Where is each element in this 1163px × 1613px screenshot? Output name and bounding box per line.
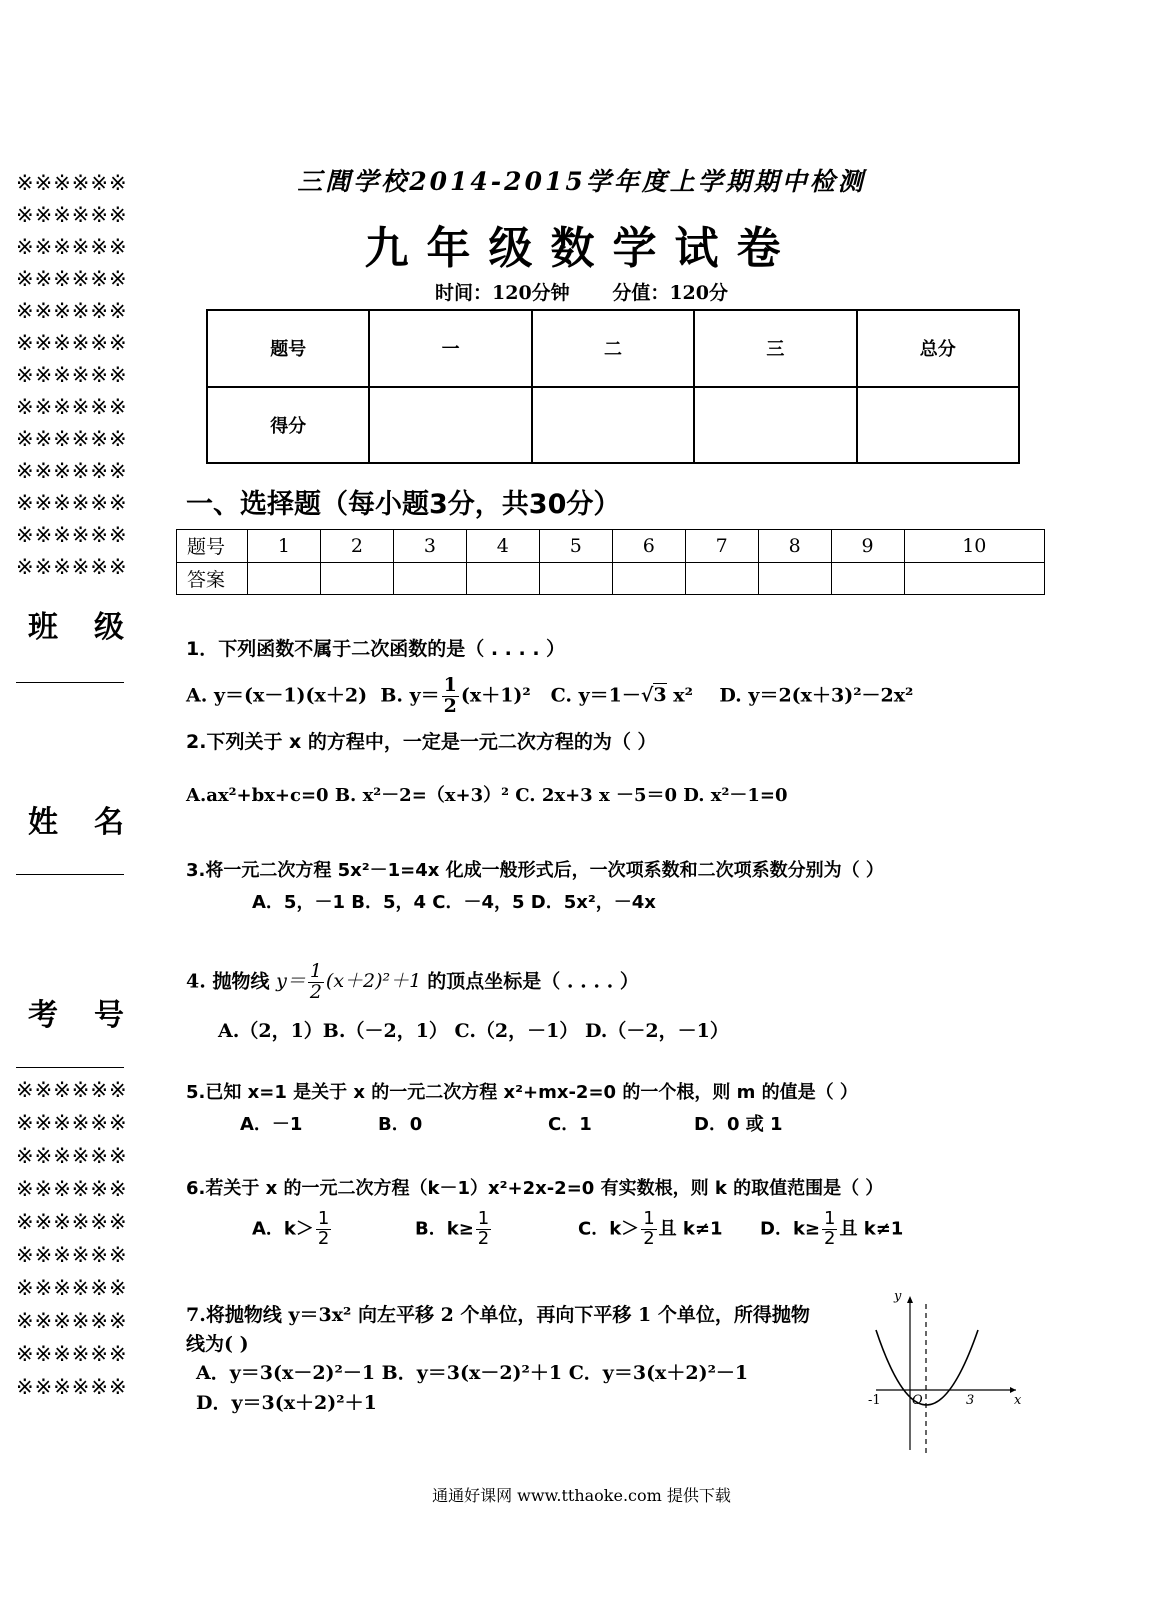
class-label: 班级 (28, 610, 160, 645)
star-row: ※※※※※※ (16, 1243, 128, 1267)
question-7-options-line1: A．y＝3(x－2)²－1 B．y＝3(x－2)²＋1 C．y＝3(x＋2)²－1 (196, 1362, 749, 1384)
class-line (16, 682, 124, 683)
star-row: ※※※※※※ (16, 1111, 128, 1135)
q6-fraction (476, 1210, 491, 1249)
section-title: 一、选择题（每小题3分，共30分） (186, 489, 621, 520)
answer-blank-cell[interactable] (904, 562, 1044, 595)
q6-b-pre: B．k≥ (415, 1218, 474, 1240)
star-row: ※※※※※※ (16, 1342, 128, 1366)
star-row: ※※※※※※ (16, 523, 128, 547)
q4-fraction (308, 962, 324, 1003)
q1-option-b-pre: B. y＝ (380, 684, 440, 707)
answer-blank-cell[interactable] (539, 562, 612, 595)
q6-fraction (316, 1210, 331, 1249)
q6-option-b (415, 1210, 493, 1249)
fraction-numerator: 1 (824, 1208, 836, 1229)
parabola-graph (866, 1290, 1026, 1460)
fraction-denominator: 2 (477, 1227, 490, 1249)
q6-c-pre: C．k＞ (578, 1218, 640, 1240)
answer-table-number-row (177, 530, 1045, 563)
question-number-cell: 8 (758, 530, 831, 563)
fraction-numerator: 1 (477, 1208, 490, 1229)
q4-eq-post: (x＋2)²＋1 (325, 970, 422, 993)
star-row: ※※※※※※ (16, 1078, 128, 1102)
q6-fraction (641, 1210, 656, 1249)
star-row: ※※※※※※ (16, 203, 128, 227)
score-text: 分值：120分 (612, 282, 728, 304)
fraction-denominator: 2 (309, 980, 322, 1003)
question-number-cell: 7 (685, 530, 758, 563)
question-number-cell: 4 (466, 530, 539, 563)
q4-stem-post: 的顶点坐标是（ . . . . ） (427, 970, 639, 993)
time-text: 时间：120分钟 (435, 282, 570, 304)
question-2-stem: 2.下列关于 x 的方程中，一定是一元二次方程的为（ ） (186, 731, 657, 753)
star-row: ※※※※※※ (16, 555, 128, 579)
star-row: ※※※※※※ (16, 331, 128, 355)
q1-option-c-pre: C. y＝1－ (550, 684, 641, 707)
parabola-curve (876, 1330, 978, 1405)
score-blank-cell[interactable] (857, 387, 1019, 464)
question-number-cell: 5 (539, 530, 612, 563)
star-row: ※※※※※※ (16, 395, 128, 419)
question-3-options: A．5，－1 B．5，4 C．－4，5 D．5x²，－4x (252, 892, 656, 913)
question-number-cell: 9 (831, 530, 904, 563)
question-1-options (186, 676, 913, 717)
answer-header-label: 题号 (177, 530, 248, 563)
school-line: 三閭学校2014-2015学年度上学期期中检测 (297, 167, 866, 196)
score-cell: 二 (532, 310, 694, 387)
star-row: ※※※※※※ (16, 299, 128, 323)
id-label: 考号 (28, 998, 160, 1033)
q1-option-a: A. y＝(x－1)(x＋2) (186, 684, 368, 707)
q5-option-c: C．1 (548, 1114, 592, 1135)
score-cell: 一 (369, 310, 531, 387)
answer-table-answer-row (177, 562, 1045, 595)
question-2-options: A.ax²+bx+c=0 B. x²－2=（x+3）² C. 2x+3 x －5＝0 D. x²－1=0 (186, 785, 788, 806)
fraction-denominator: 2 (443, 694, 457, 717)
x-axis-label: x (1014, 1393, 1022, 1408)
question-1-stem: 1．下列函数不属于二次函数的是（ . . . . ） (186, 638, 566, 660)
page-title: 九年级数学试卷 (364, 223, 799, 274)
question-5-stem: 5.已知 x=1 是关于 x 的一元二次方程 x²+mx-2=0 的一个根，则 m 的值是（ ） (186, 1082, 858, 1103)
star-row: ※※※※※※ (16, 171, 128, 195)
question-4-options: A.（2，1）B.（－2，1） C.（2，－1） D.（－2，－1） (218, 1020, 729, 1042)
question-number-cell: 2 (320, 530, 393, 563)
score-cell: 得分 (207, 387, 369, 464)
answer-blank-cell[interactable] (831, 562, 904, 595)
fraction-denominator: 2 (317, 1227, 330, 1249)
answer-blank-cell[interactable] (758, 562, 831, 595)
star-row: ※※※※※※ (16, 1309, 128, 1333)
sqrt-icon: √ (640, 684, 654, 707)
fraction-numerator: 1 (309, 960, 322, 982)
footer-text: 通通好课网 www.tthaoke.com 提供下载 (432, 1486, 731, 1505)
score-blank-cell[interactable] (694, 387, 856, 464)
q5-option-b: B．0 (378, 1114, 423, 1135)
q6-option-c (578, 1210, 722, 1249)
q6-a-pre: A．k＞ (252, 1218, 314, 1240)
y-axis-arrow-icon (907, 1296, 913, 1303)
fraction-denominator: 2 (643, 1227, 655, 1249)
q5-option-d: D．0 或 1 (694, 1114, 783, 1135)
left-root-label: -1 (868, 1393, 881, 1408)
q4-equation (276, 960, 427, 1003)
score-blank-cell[interactable] (369, 387, 531, 464)
id-line (16, 1067, 124, 1068)
star-row: ※※※※※※ (16, 427, 128, 451)
question-number-cell: 6 (612, 530, 685, 563)
star-row: ※※※※※※ (16, 459, 128, 483)
answer-table (176, 529, 1045, 595)
score-cell: 三 (694, 310, 856, 387)
star-row: ※※※※※※ (16, 1375, 128, 1399)
score-cell: 题号 (207, 310, 369, 387)
name-line (16, 874, 124, 875)
q6-d-pre: D．k≥ (760, 1218, 820, 1240)
question-number-cell: 1 (248, 530, 321, 563)
score-blank-cell[interactable] (532, 387, 694, 464)
fraction-numerator: 1 (317, 1208, 330, 1229)
y-axis-label: y (894, 1290, 902, 1304)
star-row: ※※※※※※ (16, 1276, 128, 1300)
score-table-header-row (207, 310, 1019, 387)
q1-option-d: D. y＝2(x＋3)²－2x² (719, 684, 914, 707)
star-row: ※※※※※※ (16, 363, 128, 387)
q6-fraction (822, 1210, 837, 1249)
star-row: ※※※※※※ (16, 1144, 128, 1168)
question-6-stem: 6.若关于 x 的一元二次方程（k－1）x²+2x-2=0 有实数根，则 k 的取值范围是（ ） (186, 1178, 884, 1199)
answer-blank-cell[interactable] (248, 562, 321, 595)
q1-option-b-post: (x＋1)² (460, 684, 531, 707)
answer-blank-cell[interactable] (612, 562, 685, 595)
star-row: ※※※※※※ (16, 267, 128, 291)
fraction-numerator: 1 (643, 1208, 655, 1229)
question-3-stem: 3.将一元二次方程 5x²－1=4x 化成一般形式后，一次项系数和二次项系数分别为（ ） (186, 860, 884, 881)
q6-d-post: 且 k≠1 (839, 1218, 904, 1240)
exam-meta (0, 278, 1163, 305)
name-label: 姓名 (28, 805, 160, 840)
answer-blank-cell[interactable] (685, 562, 758, 595)
question-number-cell: 10 (904, 530, 1044, 563)
q6-option-a (252, 1210, 333, 1249)
answer-blank-cell[interactable] (320, 562, 393, 595)
score-table-score-row (207, 387, 1019, 464)
q6-option-d (760, 1210, 903, 1249)
answer-blank-cell[interactable] (466, 562, 539, 595)
question-number-cell: 3 (393, 530, 466, 563)
fraction-denominator: 2 (824, 1227, 836, 1249)
star-row: ※※※※※※ (16, 1210, 128, 1234)
question-7-stem-line2: 线为( ) (186, 1333, 249, 1355)
fraction-numerator: 1 (443, 674, 457, 696)
right-root-label: 3 (966, 1393, 975, 1408)
star-row: ※※※※※※ (16, 1177, 128, 1201)
answer-row-label: 答案 (177, 562, 248, 595)
score-table (206, 309, 1020, 464)
q4-eq-pre: y＝ (276, 970, 306, 993)
question-7-options-line2: D．y＝3(x＋2)²＋1 (196, 1392, 377, 1414)
star-row: ※※※※※※ (16, 491, 128, 515)
question-7-stem-line1: 7.将抛物线 y＝3x² 向左平移 2 个单位，再向下平移 1 个单位，所得抛物 (186, 1304, 810, 1326)
answer-blank-cell[interactable] (393, 562, 466, 595)
q4-stem-pre: 4. 抛物线 (186, 970, 270, 993)
star-row: ※※※※※※ (16, 235, 128, 259)
question-4-stem (186, 962, 639, 1003)
q6-c-post: 且 k≠1 (658, 1218, 723, 1240)
q1-option-c-post: x² (673, 684, 693, 707)
q1-radicand: 3 (653, 684, 667, 707)
score-cell: 总分 (857, 310, 1019, 387)
q5-option-a: A．－1 (240, 1114, 303, 1135)
q1-fraction (442, 676, 459, 717)
origin-label: O (912, 1393, 923, 1408)
